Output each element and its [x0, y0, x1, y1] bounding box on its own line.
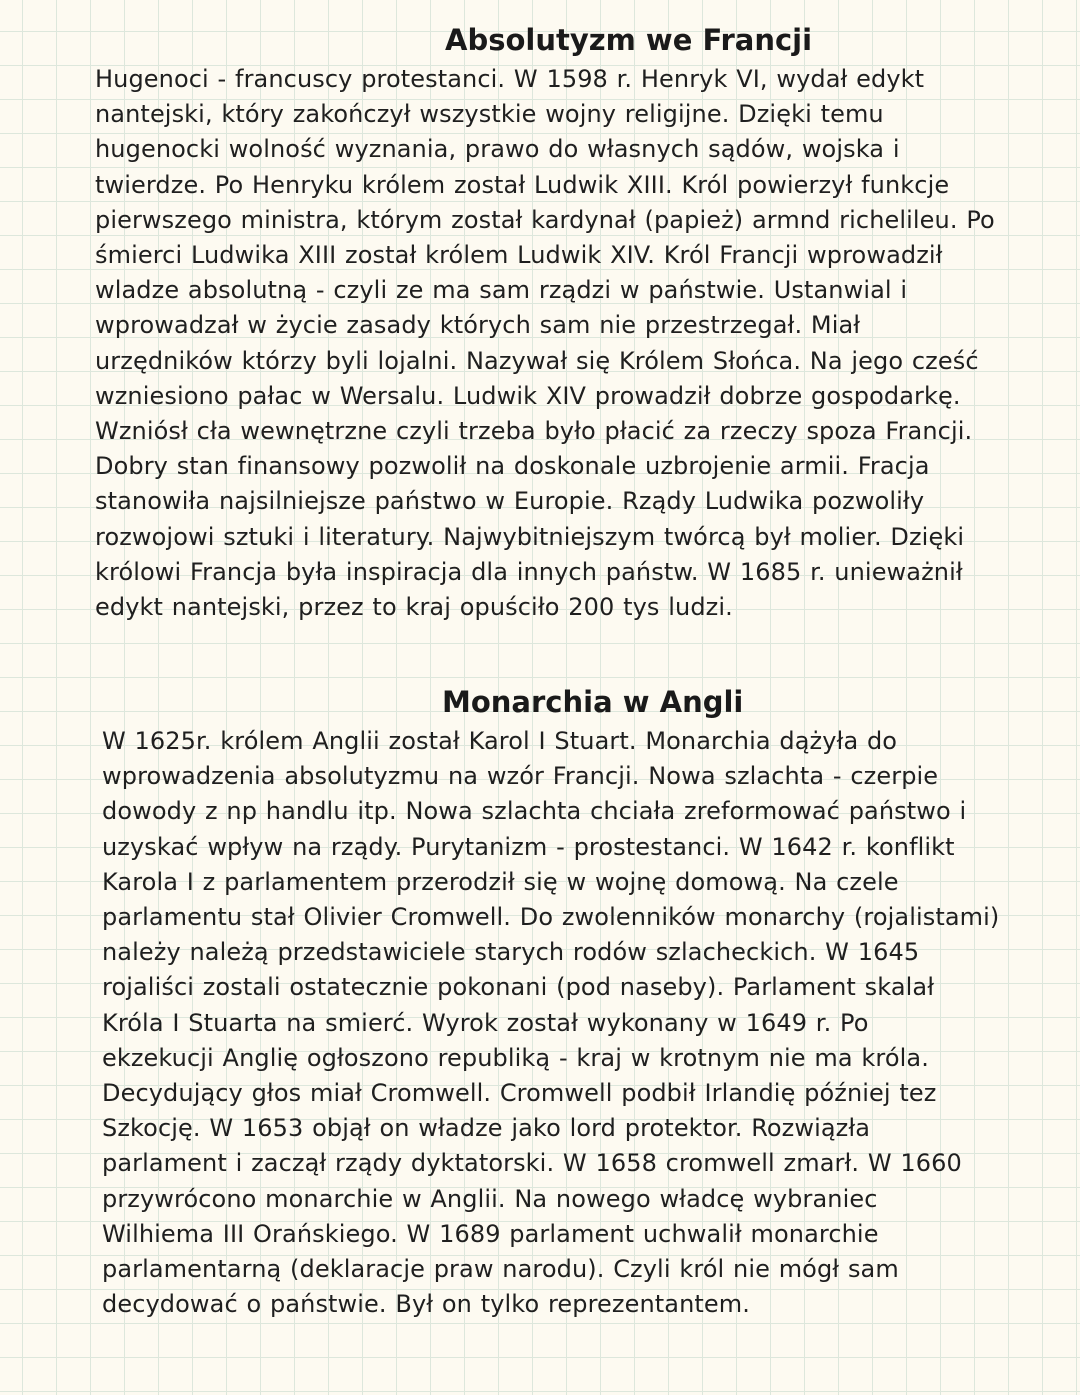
- text-line: edykt nantejski, przez to kraj opuściło 200 tys ludzi.: [95, 593, 733, 622]
- section-absolutyzm: [95, 18, 1000, 625]
- text-line: parlament i zaczął rządy dyktatorski. W 1658 cromwell zmarł. W 1660: [102, 1149, 962, 1178]
- text-line: W 1625r. królem Anglii został Karol I Stuart. Monarchia dążyła do: [102, 727, 898, 755]
- text-line: Szkocję. W 1653 objął on władze jako lord protektor. Rozwiązła: [102, 1114, 871, 1143]
- text-line: pierwszego ministra, którym został kardynał (papież) armnd richelileu. Po: [95, 205, 995, 234]
- text-line: Wilhiema III Orańskiego. W 1689 parlament uchwalił monarchie: [102, 1219, 879, 1248]
- text-line: stanowiła najsilniejsze państwo w Europie. Rządy Ludwika pozwoliły: [95, 487, 925, 516]
- text-line: Decydujący głos miał Cromwell. Cromwell podbił Irlandię później tez: [102, 1079, 937, 1108]
- text-line: hugenocki wolność wyznania, prawo do własnych sądów, wojska i: [95, 135, 900, 164]
- section-body: [102, 724, 1007, 1322]
- text-line: królowi Francja była inspiracja dla innych państw. W 1685 r. unieważnił: [95, 557, 963, 586]
- text-line: rojaliści zostali ostatecznie pokonani (pod naseby). Parlament skalał: [102, 973, 935, 1002]
- section-title: Monarchia w Angli: [442, 685, 744, 719]
- text-line: Hugenoci - francuscy protestanci. W 1598 r. Henryk VI, wydał edykt: [95, 65, 925, 93]
- text-line: Dobry stan finansowy pozwolił na doskonale uzbrojenie armii. Fracja: [95, 452, 930, 481]
- text-line: decydować o państwie. Był on tylko reprezentantem.: [102, 1290, 750, 1319]
- text-line: Wzniósł cła wewnętrzne czyli trzeba było płacić za rzeczy spoza Francji.: [95, 417, 973, 446]
- text-line: parlamentu stał Olivier Cromwell. Do zwolenników monarchy (rojalistami): [102, 903, 1000, 932]
- text-line: wzniesiono pałac w Wersalu. Ludwik XIV prowadził dobrze gospodarkę.: [95, 381, 961, 410]
- text-line: dowody z np handlu itp. Nowa szlachta chciała zreformować państwo i: [102, 797, 967, 826]
- text-line: twierdze. Po Henryku królem został Ludwik XIII. Król powierzył funkcje: [95, 170, 950, 199]
- text-line: wladze absolutną - czyli ze ma sam rządzi w państwie. Ustanwial i: [95, 276, 908, 305]
- text-line: przywrócono monarchie w Anglii. Na nowego władcę wybraniec: [102, 1184, 878, 1213]
- text-line: Króla I Stuarta na smierć. Wyrok został wykonany w 1649 r. Po: [102, 1008, 869, 1037]
- text-line: śmierci Ludwika XIII został królem Ludwik XIV. Król Francji wprowadził: [95, 241, 943, 270]
- text-line: ekzekucji Anglię ogłoszono republiką - kraj w krotnym nie ma króla.: [102, 1043, 929, 1072]
- text-line: parlamentarną (deklaracje praw narodu). Czyli król nie mógł sam: [102, 1255, 899, 1284]
- section-monarchia: [102, 680, 1007, 1322]
- text-line: wprowadzał w życie zasady których sam nie przestrzegał. Miał: [95, 311, 861, 340]
- text-line: Karola I z parlamentem przerodził się w wojnę domową. Na czele: [102, 867, 899, 896]
- text-line: urzędników którzy byli lojalni. Nazywał się Królem Słońca. Na jego cześć: [95, 346, 979, 375]
- section-title: Absolutyzm we Francji: [445, 23, 813, 57]
- text-line: wprowadzenia absolutyzmu na wzór Francji. Nowa szlachta - czerpie: [102, 762, 939, 791]
- text-line: należy należą przedstawiciele starych rodów szlacheckich. W 1645: [102, 938, 920, 967]
- section-body: [95, 62, 1000, 625]
- text-line: rozwojowi sztuki i literatury. Najwybitniejszym twórcą był molier. Dzięki: [95, 522, 965, 551]
- text-line: uzyskać wpływ na rządy. Purytanizm - prostestanci. W 1642 r. konflikt: [102, 832, 955, 861]
- text-line: nantejski, który zakończył wszystkie wojny religijne. Dzięki temu: [95, 100, 884, 129]
